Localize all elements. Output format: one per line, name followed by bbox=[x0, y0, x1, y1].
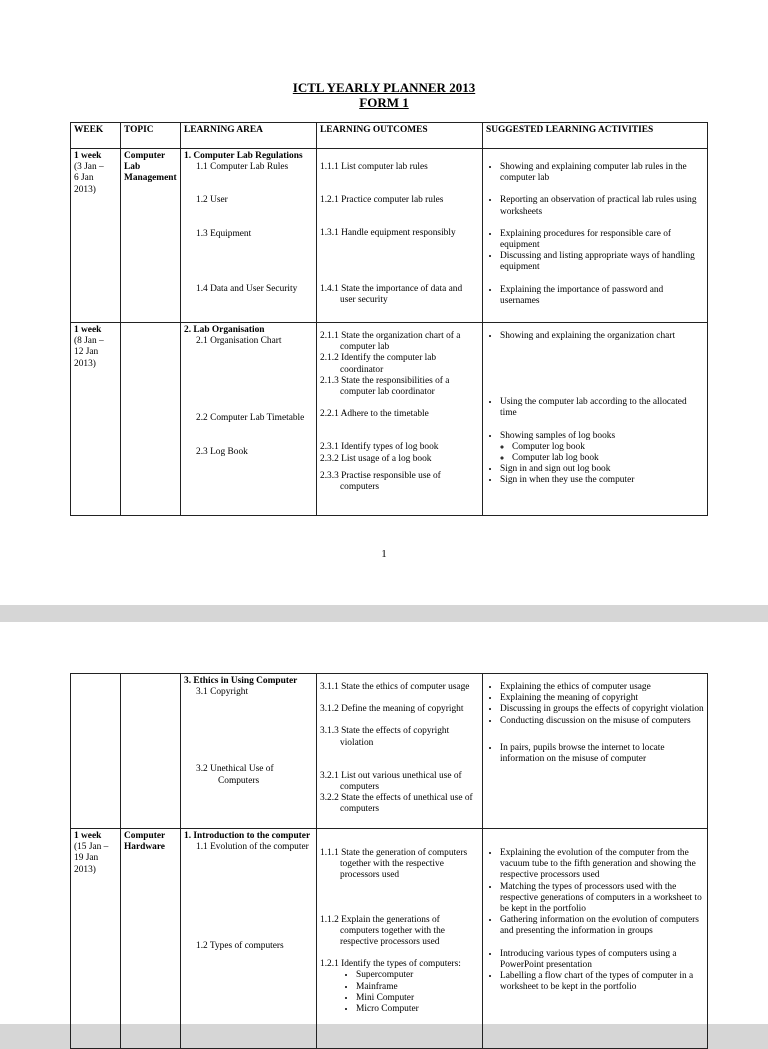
activity-item: • Introducing various types of computers using a PowerPoint presentation bbox=[500, 949, 704, 971]
area-item: 1.2 Types of computers bbox=[196, 941, 284, 952]
week-date: (3 Jan – bbox=[74, 162, 104, 173]
area-item: 3.2 Unethical Use of Computers bbox=[196, 764, 274, 786]
activity-item: • Labelling a flow chart of the types of computer in a worksheet to be kept in the portfolio bbox=[500, 971, 704, 993]
topic-cell: Computer Hardware bbox=[121, 829, 181, 1049]
week-label: 1 week bbox=[74, 831, 102, 841]
outcome-item: 3.1.3 State the effects of copyright violation bbox=[320, 726, 450, 748]
outcome-item: 1.1.1 List computer lab rules bbox=[320, 162, 428, 172]
area-heading: 1. Computer Lab Regulations bbox=[184, 151, 303, 161]
area-heading: 2. Lab Organisation bbox=[184, 325, 265, 335]
outcome-item: 1.1.1 State the generation of computers together with the respective processors used bbox=[320, 848, 468, 881]
activity-item: • Discussing in groups the effects of copyright violation bbox=[500, 704, 704, 715]
activity-item: • Reporting an observation of practical lab rules using worksheets bbox=[500, 195, 704, 217]
activity-item: • Matching the types of processors used with the respective generations of computers in a worksheet to be kept in the portfolio bbox=[500, 882, 704, 916]
learning-outcomes-cell bbox=[317, 674, 483, 829]
header-topic: TOPIC bbox=[121, 123, 181, 149]
outcome-item: 1.3.1 Handle equipment responsibly bbox=[320, 228, 456, 239]
activity-item: • Showing and explaining computer lab rules in the computer lab bbox=[500, 162, 704, 184]
learning-area-cell bbox=[181, 829, 317, 1049]
outcome-item: 3.1.2 Define the meaning of copyright bbox=[320, 704, 464, 715]
outcome-item: 1.2.1 Practice computer lab rules bbox=[320, 195, 444, 206]
activity-text: Showing samples of log books bbox=[500, 430, 616, 441]
week-cell bbox=[71, 829, 121, 1049]
table-row bbox=[71, 149, 708, 323]
page-subtitle: FORM 1 bbox=[359, 95, 409, 110]
outcome-item: 2.3.2 List usage of a log book bbox=[320, 453, 432, 464]
week-label: 1 week bbox=[74, 151, 102, 161]
area-item: 2.1 Organisation Chart bbox=[196, 336, 282, 347]
page-number: 1 bbox=[381, 548, 387, 560]
activity-item: • Conducting discussion on the misuse of computers bbox=[500, 716, 704, 727]
learning-outcomes-cell bbox=[317, 323, 483, 516]
activity-item: • Explaining the importance of password and usernames bbox=[500, 285, 704, 307]
header-suggested-activities: SUGGESTED LEARNING ACTIVITIES bbox=[483, 123, 708, 149]
activity-item: • Explaining the evolution of the computer from the vacuum tube to the fifth generation and showing the respective processors used bbox=[500, 848, 704, 882]
outcome-item: 2.1.3 State the responsibilities of a computer lab coordinator bbox=[320, 375, 450, 398]
topic-cell: Computer Lab Management bbox=[121, 149, 181, 323]
learning-area-cell bbox=[181, 323, 317, 516]
activity-item: • In pairs, pupils browse the internet to locate information on the misuse of computer bbox=[500, 743, 704, 765]
activity-item: • Explaining the meaning of copyright bbox=[500, 693, 704, 704]
week-date: 2013) bbox=[74, 358, 96, 369]
area-item: 1.3 Equipment bbox=[196, 228, 252, 239]
table-row bbox=[71, 674, 708, 829]
activities-cell bbox=[483, 323, 708, 516]
table-row bbox=[71, 323, 708, 516]
area-heading: 1. Introduction to the computer bbox=[184, 831, 311, 841]
week-cell bbox=[71, 674, 121, 829]
week-date: (15 Jan – bbox=[74, 842, 109, 853]
outcome-subitem: • Mainframe bbox=[356, 982, 479, 993]
week-cell bbox=[71, 323, 121, 516]
planner-table-page-2 bbox=[70, 673, 708, 1049]
activity-item: • Showing and explaining the organization chart bbox=[500, 331, 704, 342]
header-row bbox=[71, 123, 708, 149]
week-date: 6 Jan 2013) bbox=[74, 173, 96, 195]
activity-item: • Discussing and listing appropriate ways of handling equipment bbox=[500, 251, 704, 273]
outcome-item: 2.1.2 Identify the computer lab coordinator bbox=[320, 353, 437, 375]
activity-item: • Using the computer lab according to the allocated time bbox=[500, 397, 704, 419]
week-date: 2013) bbox=[74, 864, 96, 875]
learning-outcomes-cell bbox=[317, 149, 483, 323]
activity-item: • Sign in when they use the computer bbox=[500, 475, 704, 486]
area-item: 3.1 Copyright bbox=[196, 687, 249, 698]
page-title: ICTL YEARLY PLANNER 2013 bbox=[292, 80, 476, 95]
outcome-item: 2.3.3 Practise responsible use of computers bbox=[320, 470, 441, 493]
page-2 bbox=[0, 622, 768, 1024]
planner-table-page-1 bbox=[70, 122, 708, 516]
area-item: 1.1 Evolution of the computer bbox=[196, 842, 309, 853]
outcome-item: 3.1.1 State the ethics of computer usage bbox=[320, 682, 470, 692]
learning-area-cell bbox=[181, 149, 317, 323]
outcome-item: 1.2.1 Identify the types of computers: bbox=[320, 959, 461, 970]
header-learning-outcomes: LEARNING OUTCOMES bbox=[317, 123, 483, 149]
week-date: 19 Jan bbox=[74, 853, 99, 864]
week-cell bbox=[71, 149, 121, 323]
outcome-item: 2.2.1 Adhere to the timetable bbox=[320, 409, 429, 420]
outcome-item: 1.1.2 Explain the generations of computers together with the respective processors used bbox=[320, 914, 445, 948]
activities-cell bbox=[483, 674, 708, 829]
outcome-item: 3.2.1 List out various unethical use of computers bbox=[320, 770, 462, 793]
area-item: 2.2 Computer Lab Timetable bbox=[196, 413, 305, 424]
week-date: (8 Jan – bbox=[74, 336, 104, 347]
header-learning-area: LEARNING AREA bbox=[181, 123, 317, 149]
activity-item: • Gathering information on the evolution of computers and presenting the information in groups bbox=[500, 915, 704, 937]
outcome-subitem: • Micro Computer bbox=[356, 1004, 479, 1015]
activity-subitem: ◦ Computer lab log book bbox=[512, 453, 704, 464]
activities-cell bbox=[483, 149, 708, 323]
activities-cell bbox=[483, 829, 708, 1049]
topic-cell bbox=[121, 674, 181, 829]
area-item: 2.3 Log Book bbox=[196, 446, 248, 457]
week-label: 1 week bbox=[74, 325, 102, 335]
outcome-subitem: • Mini Computer bbox=[356, 993, 479, 1004]
area-item: 1.2 User bbox=[196, 195, 228, 206]
header-week: WEEK bbox=[71, 123, 121, 149]
outcome-item: 3.2.2 State the effects of unethical use of computers bbox=[320, 793, 473, 815]
area-heading: 3. Ethics in Using Computer bbox=[184, 676, 298, 686]
activity-item: • Sign in and sign out log book bbox=[500, 464, 704, 475]
activity-item: • Explaining the ethics of computer usage bbox=[500, 682, 704, 693]
activity-subitem: ◦ Computer log book bbox=[512, 442, 704, 453]
learning-area-cell bbox=[181, 674, 317, 829]
outcome-item: 2.1.1 State the organization chart of a computer lab bbox=[320, 331, 461, 353]
area-item: 1.4 Data and User Security bbox=[196, 283, 298, 294]
outcome-item: 2.3.1 Identify types of log book bbox=[320, 442, 439, 453]
area-item: 1.1 Computer Lab Rules bbox=[196, 162, 289, 173]
topic-cell bbox=[121, 323, 181, 516]
learning-outcomes-cell bbox=[317, 829, 483, 1049]
activity-item: • Explaining procedures for responsible care of equipment bbox=[500, 229, 704, 251]
activity-item bbox=[500, 431, 704, 465]
outcome-subitem: • Supercomputer bbox=[356, 970, 479, 981]
table-row bbox=[71, 829, 708, 1049]
outcome-item: 1.4.1 State the importance of data and user security bbox=[320, 283, 463, 305]
week-date: 12 Jan bbox=[74, 347, 99, 358]
